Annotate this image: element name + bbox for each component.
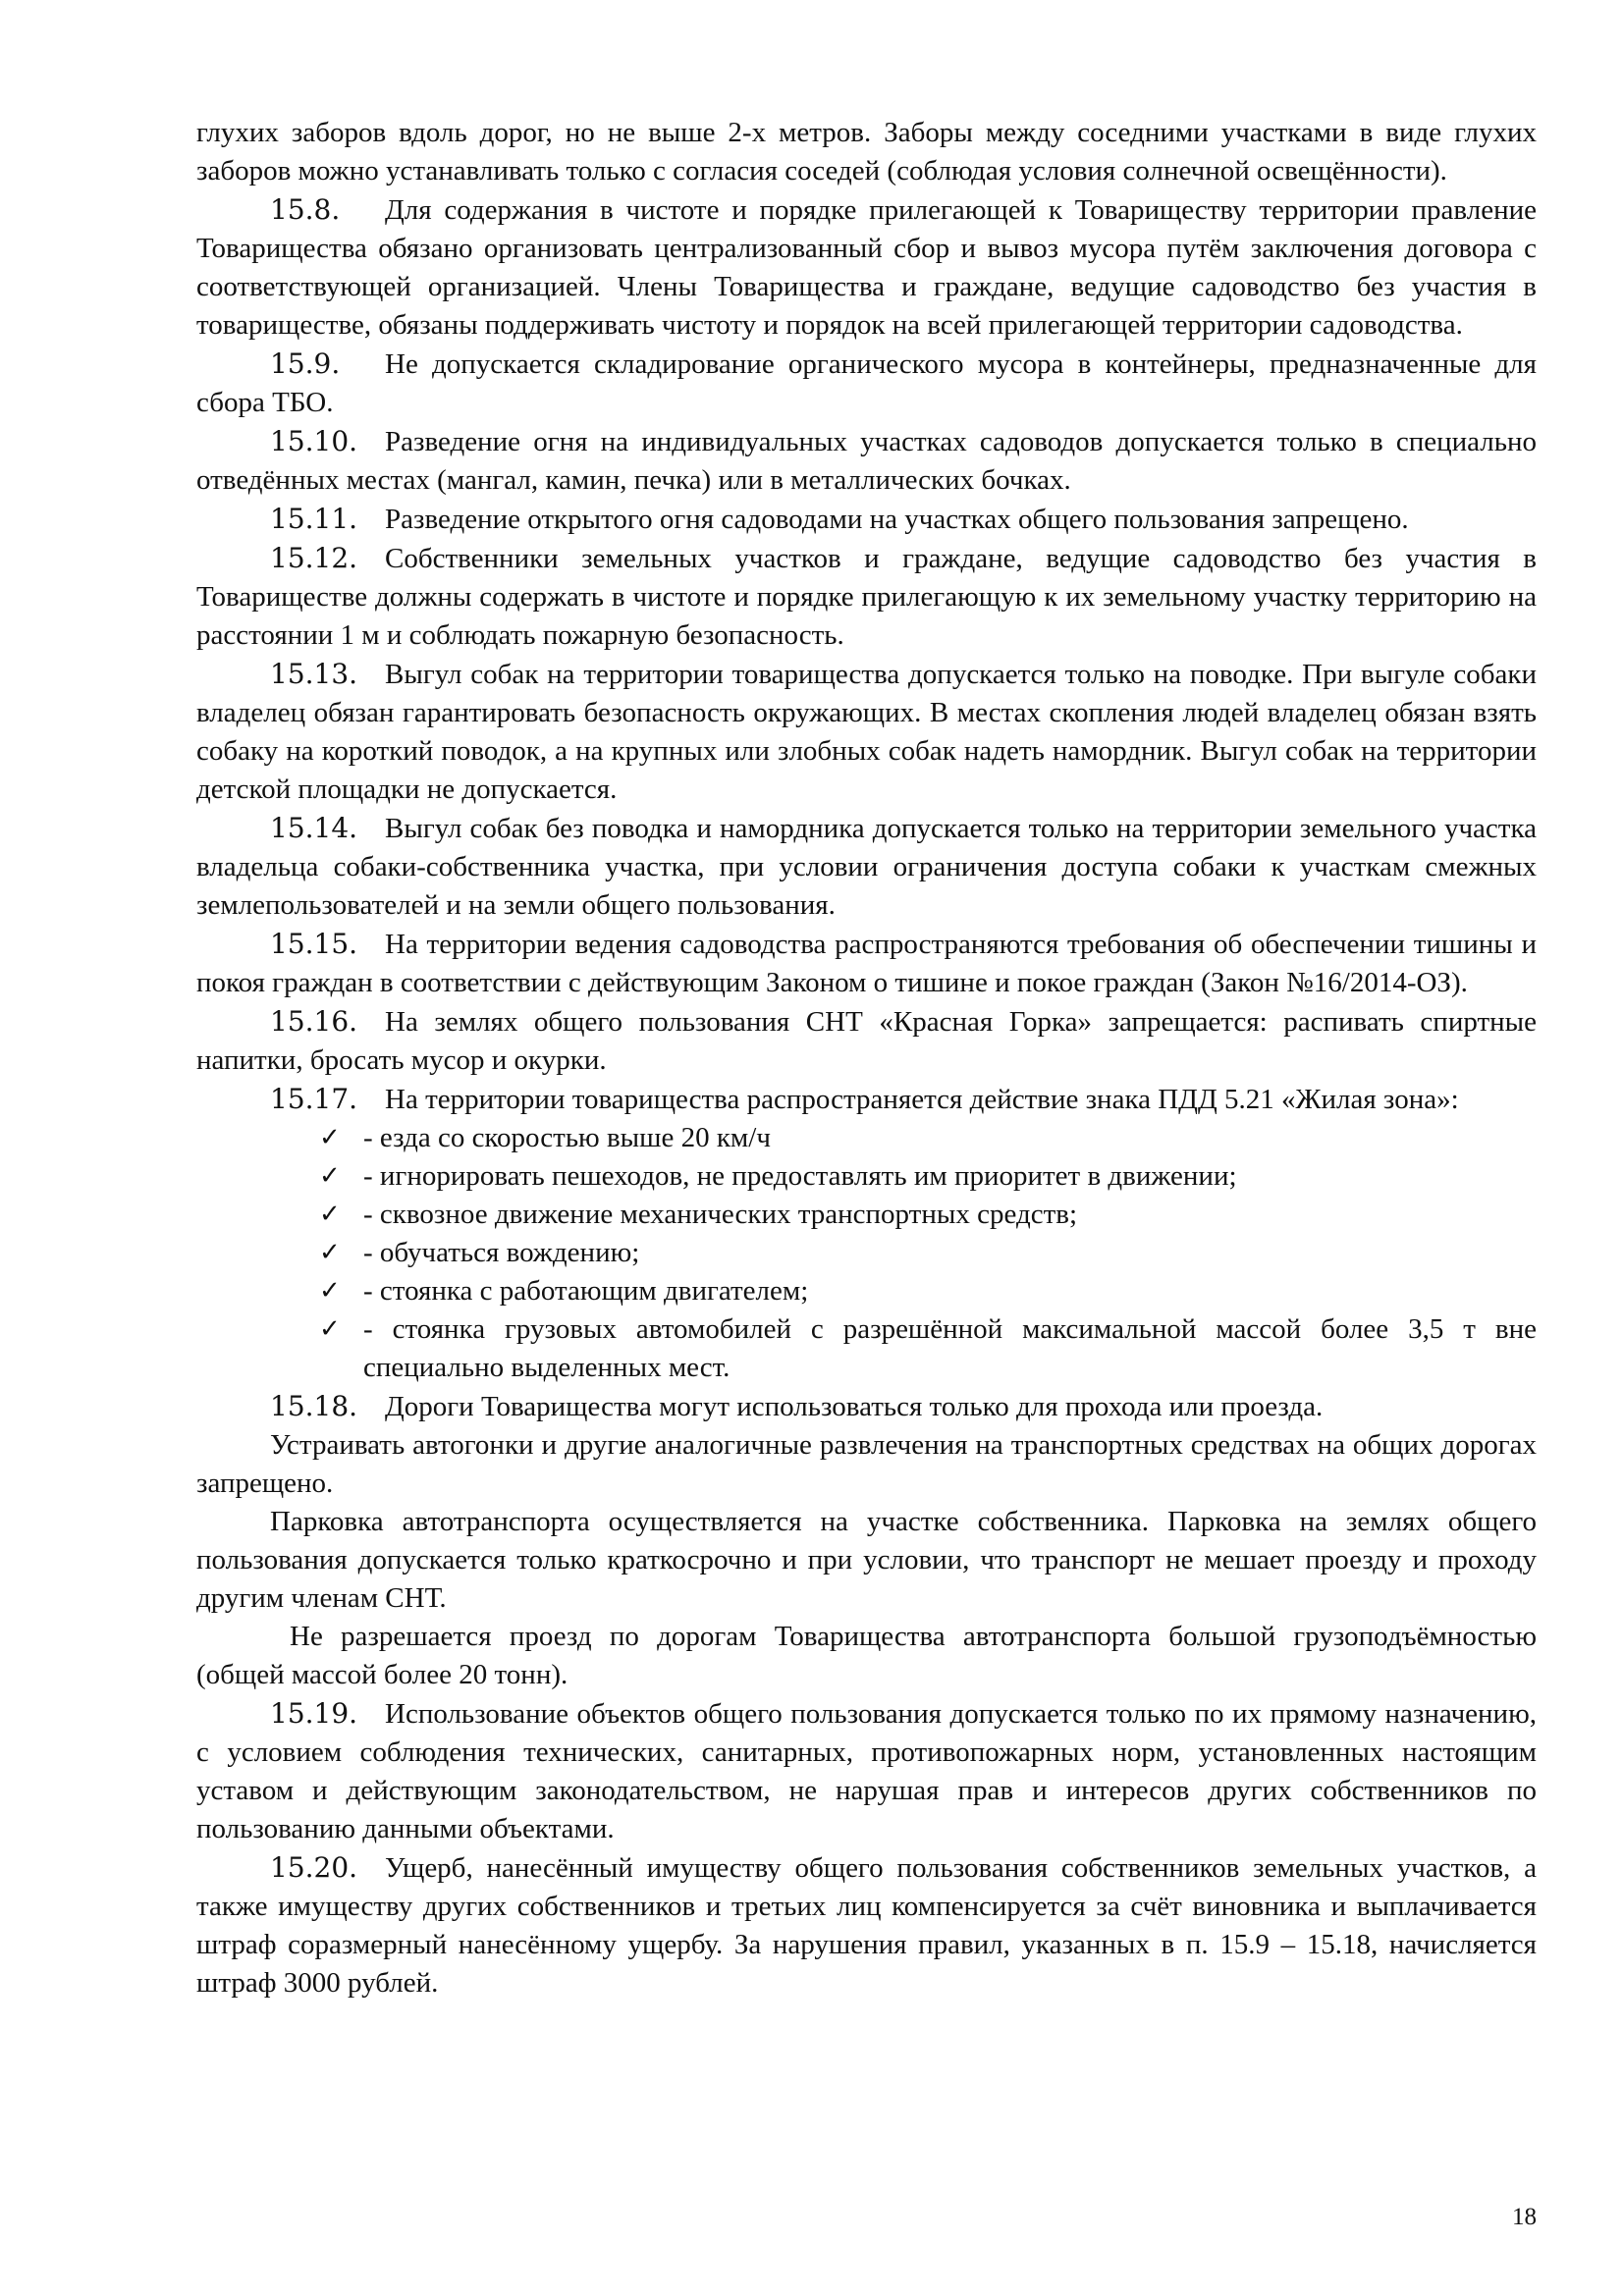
item-15-12 bbox=[196, 539, 1537, 655]
list-item: ✓ - обучаться вождению; bbox=[319, 1234, 1537, 1272]
item-text: На землях общего пользования СНТ «Красная Горка» запрещается: распивать спиртные напитки, бросать мусор и окурки. bbox=[196, 1006, 1537, 1076]
item-15-14 bbox=[196, 809, 1537, 925]
item-15-16 bbox=[196, 1002, 1537, 1080]
item-text: Собственники земельных участков и граждане, ведущие садоводство без участия в Товариществе должны содержать в чистоте и порядке прилегающую к их земельному участку территорию на расстоянии 1 м и соблюдать пожарную безопасность. bbox=[196, 543, 1537, 651]
item-number: 15.16. bbox=[270, 1005, 358, 1038]
item-15-11 bbox=[196, 500, 1537, 539]
list-item: ✓ - стоянка с работающим двигателем; bbox=[319, 1272, 1537, 1310]
item-text: Для содержания в чистоте и порядке прилегающей к Товариществу территории правление Товарищества обязано организовать централизованный сбор и вывоз мусора путём заключения договора с соответствующей организацией. Члены Товарищества и граждане, ведущие садоводство без участия в товариществе, обязаны поддерживать чистоту и порядок на всей прилегающей территории садоводства. bbox=[196, 194, 1537, 341]
item-text: Ущерб, нанесённый имуществу общего пользования собственников земельных участков, а также имуществу других собственников и третьих лиц компенсируется за счёт виновника и выплачивается штраф соразмерный нанесённому ущербу. За нарушения правил, указанных в п. 15.9 – 15.18, начисляется штраф 3000 рублей. bbox=[196, 1852, 1537, 1999]
check-icon: ✓ bbox=[319, 1161, 341, 1191]
check-icon: ✓ bbox=[319, 1200, 341, 1229]
list-item: ✓ - сквозное движение механических транспортных средств; bbox=[319, 1196, 1537, 1234]
check-icon: ✓ bbox=[319, 1123, 341, 1152]
item-15-19 bbox=[196, 1694, 1537, 1848]
item-number: 15.12. bbox=[270, 542, 358, 574]
list-item: ✓ - стоянка грузовых автомобилей с разрешённой максимальной массой более 3,5 т вне специально выделенных мест. bbox=[319, 1310, 1537, 1387]
item-text: Разведение открытого огня садоводами на участках общего пользования запрещено. bbox=[385, 504, 1409, 535]
item-text: На территории ведения садоводства распространяются требования об обеспечении тишины и покоя граждан в соответствии с действующим Законом о тишине и покое граждан (Закон №16/2014-ОЗ). bbox=[196, 929, 1537, 998]
item-15-20 bbox=[196, 1848, 1537, 2002]
list-item: ✓ - игнорировать пешеходов, не предоставлять им приоритет в движении; bbox=[319, 1157, 1537, 1196]
item-text: На территории товарищества распространяется действие знака ПДД 5.21 «Жилая зона»: bbox=[385, 1084, 1459, 1115]
item-text: Использование объектов общего пользования допускается только по их прямому назначению, с условием соблюдения технических, санитарных, противопожарных норм, установленных настоящим уставом и действующим законодательством, не нарушая прав и интересов других собственников по пользованию данными объектами. bbox=[196, 1698, 1537, 1844]
paragraph-racing: Устраивать автогонки и другие аналогичные развлечения на транспортных средствах на общих дорогах запрещено. bbox=[196, 1429, 1537, 1499]
item-number: 15.10. bbox=[270, 425, 358, 457]
paragraph-parking: Парковка автотранспорта осуществляется на участке собственника. Парковка на землях общего пользования допускается только краткосрочно и при условии, что транспорт не мешает проезду и проходу другим членам СНТ. bbox=[196, 1506, 1537, 1614]
intro-paragraph: глухих заборов вдоль дорог, но не выше 2-х метров. Заборы между соседними участками в виде глухих заборов можно устанавливать только с согласия соседей (соблюдая условия солнечной освещённости). bbox=[196, 117, 1537, 187]
item-number: 15.18. bbox=[270, 1390, 358, 1422]
list-item: ✓ - езда со скоростью выше 20 км/ч bbox=[319, 1119, 1537, 1157]
item-15-10 bbox=[196, 422, 1537, 500]
item-15-17 bbox=[196, 1080, 1537, 1119]
item-text: Выгул собак без поводка и намордника допускается только на территории земельного участка владельца собаки-собственника участка, при условии ограничения доступа собаки к участкам смежных землепользователей и на земли общего пользования. bbox=[196, 813, 1537, 921]
item-number: 15.14. bbox=[270, 812, 358, 844]
item-15-18 bbox=[196, 1387, 1537, 1426]
paragraph-heavy-vehicles: Не разрешается проезд по дорогам Товарищества автотранспорта большой грузоподъёмностью (общей массой более 20 тонн). bbox=[196, 1621, 1537, 1690]
page-number: 18 bbox=[1512, 2204, 1537, 2230]
document-page bbox=[196, 114, 1537, 2002]
item-15-15 bbox=[196, 925, 1537, 1002]
item-number: 15.8. bbox=[270, 193, 341, 226]
item-number: 15.17. bbox=[270, 1083, 358, 1115]
item-number: 15.9. bbox=[270, 347, 341, 380]
item-number: 15.13. bbox=[270, 658, 358, 690]
restrictions-checklist bbox=[196, 1119, 1537, 1387]
item-number: 15.19. bbox=[270, 1697, 358, 1730]
item-number: 15.11. bbox=[270, 503, 358, 535]
item-15-9 bbox=[196, 345, 1537, 422]
item-number: 15.15. bbox=[270, 928, 358, 960]
numbered-items bbox=[196, 190, 1537, 1119]
item-text: Дороги Товарищества могут использоваться только для прохода или проезда. bbox=[385, 1391, 1324, 1422]
item-15-8 bbox=[196, 190, 1537, 345]
item-text: Выгул собак на территории товарищества допускается только на поводке. При выгуле собаки владелец обязан гарантировать безопасность окружающих. В местах скопления людей владелец обязан взять собаку на короткий поводок, а на крупных или злобных собак надеть намордник. Выгул собак на территории детской площадки не допускается. bbox=[196, 659, 1537, 805]
check-icon: ✓ bbox=[319, 1276, 341, 1306]
item-number: 15.20. bbox=[270, 1851, 358, 1884]
check-icon: ✓ bbox=[319, 1314, 341, 1344]
item-text: Разведение огня на индивидуальных участках садоводов допускается только в специально отведённых местах (мангал, камин, печка) или в металлических бочках. bbox=[196, 426, 1537, 496]
item-text: Не допускается складирование органического мусора в контейнеры, предназначенные для сбора ТБО. bbox=[196, 348, 1537, 418]
check-icon: ✓ bbox=[319, 1238, 341, 1267]
item-15-13 bbox=[196, 655, 1537, 809]
